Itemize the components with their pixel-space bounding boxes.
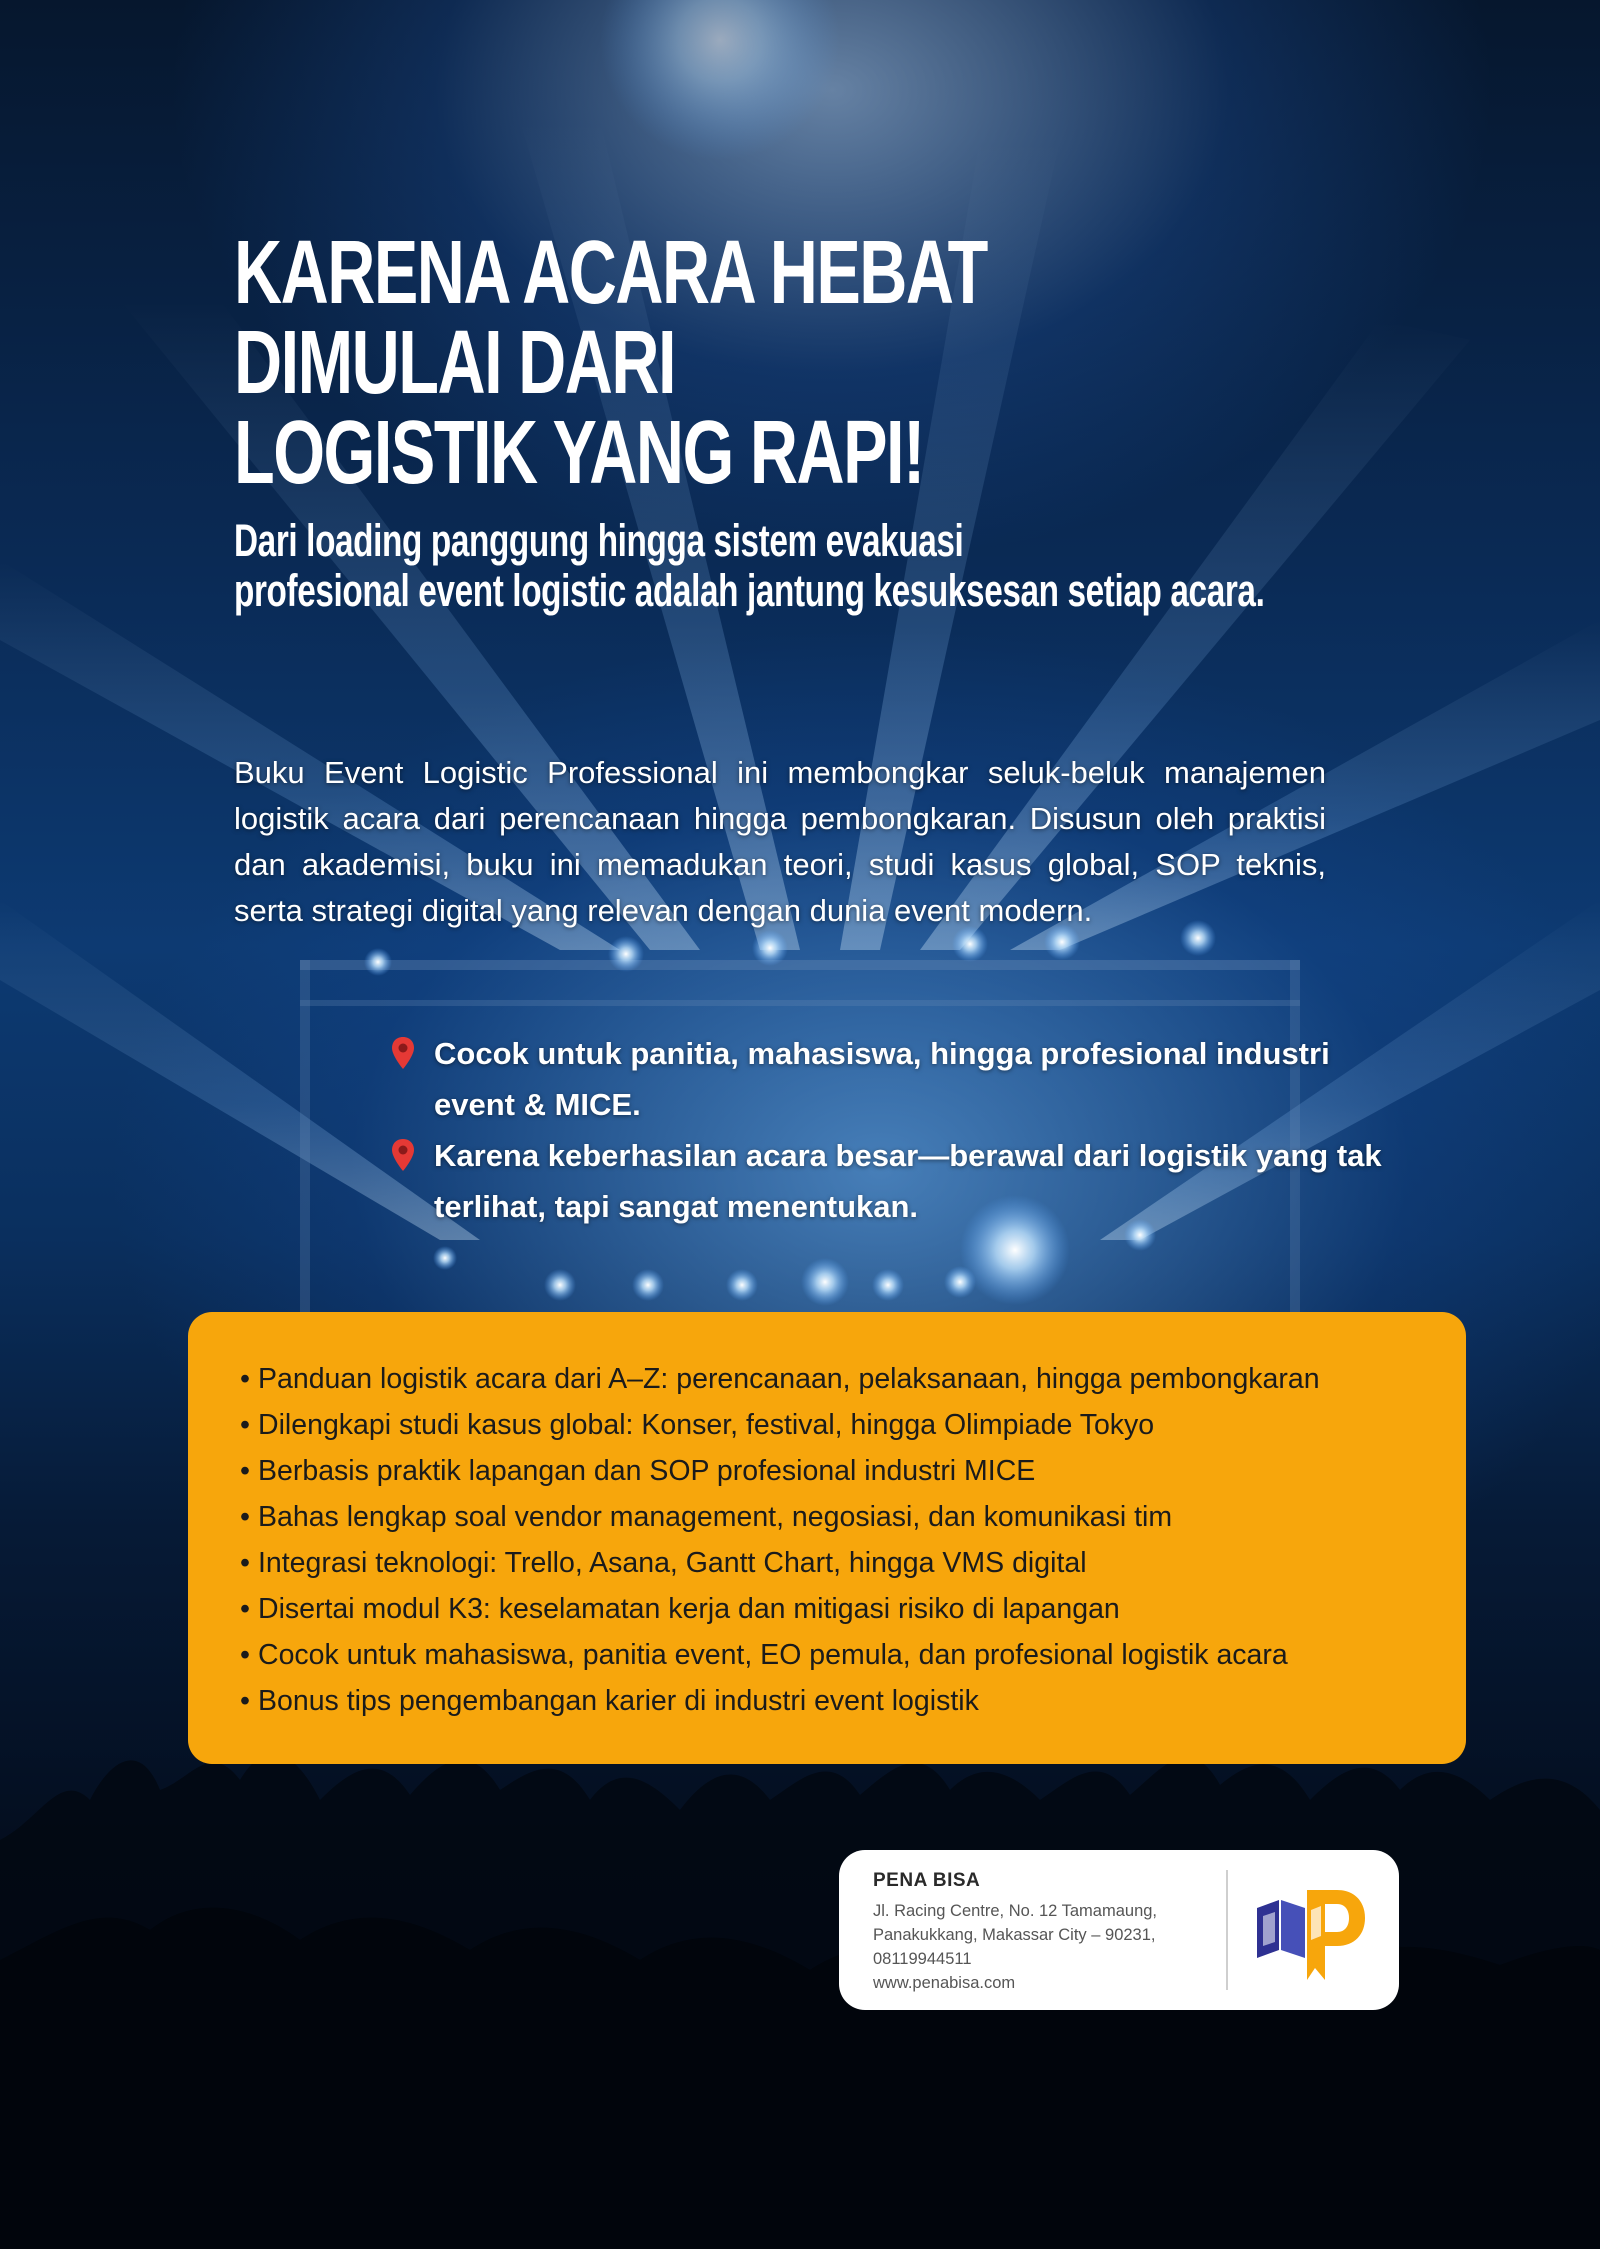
feature-item: • Bahas lengkap soal vendor management, negosiasi, dan komunikasi tim [240,1494,1466,1540]
headline-line-3: LOGISTIK YANG RAPI! [234,403,924,503]
feature-list [240,1356,1466,1724]
feature-item: • Dilengkapi studi kasus global: Konser, festival, hingga Olimpiade Tokyo [240,1402,1466,1448]
feature-item: • Panduan logistik acara dari A–Z: perencanaan, pelaksanaan, hingga pembongkaran [240,1356,1466,1402]
card-divider [1226,1870,1228,1990]
subheadline-line-2: profesional event logistic adalah jantung kesuksesan setiap acara. [234,565,1265,616]
phone-number: 08119944511 [873,1950,972,1968]
publisher-name: PENA BISA [873,1870,981,1891]
address-line: Jl. Racing Centre, No. 12 Tamamaung, [873,1902,1158,1920]
headline [234,223,987,503]
pena-bisa-logo [1249,1880,1369,1984]
headline-line-2: DIMULAI DARI [234,313,675,413]
publisher-card [839,1850,1399,2010]
highlight-text: Cocok untuk panitia, mahasiswa, hingga profesional industri event & MICE. [434,1036,1330,1122]
feature-panel [188,1312,1466,1764]
address-line: Panakukkang, Makassar City – 90231, [873,1926,1156,1944]
highlight-list [390,1028,1410,1232]
feature-item: • Bonus tips pengembangan karier di industri event logistik [240,1678,1466,1724]
feature-item: • Cocok untuk mahasiswa, panitia event, EO pemula, dan profesional logistik acara [240,1632,1466,1678]
feature-item: • Disertai modul K3: keselamatan kerja dan mitigasi risiko di lapangan [240,1586,1466,1632]
highlight-text: Karena keberhasilan acara besar—berawal dari logistik yang tak terlihat, tapi sangat menentukan. [434,1138,1382,1224]
website-link[interactable]: www.penabisa.com [873,1974,1016,1992]
highlight-item [390,1028,1410,1130]
feature-item: • Integrasi teknologi: Trello, Asana, Gantt Chart, hingga VMS digital [240,1540,1466,1586]
pin-icon [390,1138,416,1172]
subheadline [234,516,1264,616]
intro-paragraph: Buku Event Logistic Professional ini membongkar seluk-beluk manajemen logistik acara dari perencanaan hingga pembongkaran. Disusun oleh praktisi dan akademisi, buku ini memadukan teori, studi kasus global, SOP teknis, serta strategi digital yang relevan dengan dunia event modern. [234,755,1326,928]
subheadline-line-1: Dari loading panggung hingga sistem evakuasi [234,515,964,566]
headline-line-1: KARENA ACARA HEBAT [234,223,987,323]
publisher-address [873,1899,1203,1995]
pin-icon [390,1036,416,1070]
highlight-item [390,1130,1410,1232]
feature-item: • Berbasis praktik lapangan dan SOP profesional industri MICE [240,1448,1466,1494]
